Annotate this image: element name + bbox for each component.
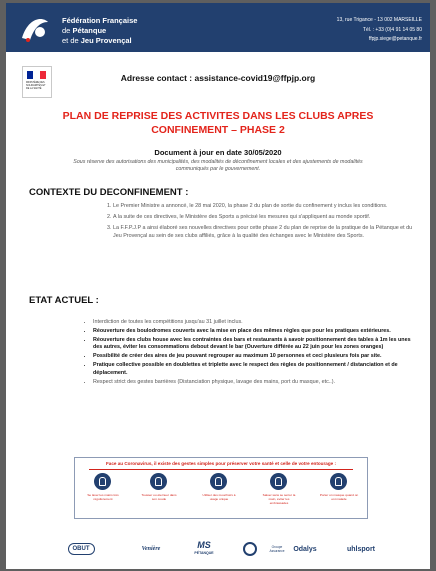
document-page <box>6 3 430 569</box>
gestes-title: Face au Coronavirus, il existe des gestes simples pour préserver votre santé et celle de votre entourage : <box>105 461 337 466</box>
wash-hands-icon <box>94 473 111 490</box>
federation-name: Fédération Française de Pétanque et de Jeu Provençal <box>62 16 138 45</box>
list-item: • Possibilité de créer des aires de jeu pouvant regrouper au maximum 10 personnes et ceci plusieurs fois par site. <box>93 353 421 361</box>
reserve-note: Sous réserve des autorisations des municipalités, des modalités de déconfinement locales et des ajustements de modalités communiqués par le gouvernement. <box>73 159 363 172</box>
list-item: • Réouverture des boulodromes couverts avec la mise en place des mêmes règles que pour les pratiques extérieures. <box>93 328 421 336</box>
veniere-logo: Venière <box>141 546 161 552</box>
ms-petanque-logo: MS PÉTANQUE <box>194 540 214 555</box>
list-item: • Réouverture des clubs house avec les contraintes des bars et restaurants à savoir positionnement des tables à 1m les unes des autres, éviter les consommations debout devant le bar (Ouverture différée au 22 juin pour les zones oranges) <box>93 337 421 353</box>
tissue-icon <box>210 473 227 490</box>
contexte-list <box>100 202 419 243</box>
list-item: 1. Le Premier Ministre a annoncé, le 28 mai 2020, la phase 2 du plan de sortie du confinement y inclus les conditions. <box>113 202 419 210</box>
divider <box>89 469 353 470</box>
list-item: • Pratique collective possible en doublettes et triplette avec le respect des règles de positionnement / distanciation et de déplacement. <box>93 362 421 378</box>
list-item: • Respect strict des gestes barrières (Distanciation physique, lavage des mains, port du masque, etc..). <box>93 379 421 387</box>
uhlsport-logo: uhlsport <box>347 545 375 553</box>
obut-logo: OBUT <box>64 536 98 562</box>
gestes-barrieres-box: Face au Coronavirus, il existe des gestes simples pour préserver votre santé et celle de votre entourage : Se laver les mains très régulièrement Tousser ou éternuer dans son coude Utiliser des mouchoirs à usage unique Saluer sans se serrer la main, éviter les embrassades Porter un masque quand on est malade <box>74 457 368 519</box>
mask-icon <box>330 473 347 490</box>
group-logo-icon <box>237 536 263 562</box>
list-item: • Interdiction de toutes les compétitions jusqu'au 31 juillet inclus. <box>93 319 421 327</box>
update-date: Document à jour en date 30/05/2020 <box>154 148 282 157</box>
sponsor-bar <box>6 536 430 562</box>
etat-heading: ETAT ACTUEL : <box>29 295 99 306</box>
ffpjp-logo-icon <box>18 12 52 44</box>
header-phone: Tél. : +33 (0)4 91 14 05 80 <box>362 26 422 33</box>
document-title: PLAN DE REPRISE DES ACTIVITES DANS LES CLUBS APRES CONFINEMENT – PHASE 2 <box>62 110 374 136</box>
header-contact <box>337 16 422 45</box>
cough-elbow-icon <box>150 473 167 490</box>
group-assurance-logo: Groupe Assurance <box>269 545 285 553</box>
list-item: 2. A la suite de ces directives, le Ministère des Sports a précisé les mesures qui s'appliquent au monde sportif. <box>113 213 419 221</box>
list-item: 3. La F.F.P.J.P a ainsi élaboré ses nouvelles directives pour cette phase 2 du plan de reprise de la pratique de la Pétanque et du Jeu Provençal au sein de ses clubs affiliés, grâce à la qualité des échanges avec le Ministère des Sports. <box>113 224 419 240</box>
government-logo: MINISTÈRE DES SOLIDARITÉS ET DE LA SANTÉ <box>22 66 52 98</box>
etat-list <box>84 319 421 387</box>
header-email[interactable]: ffpjp.siege@petanque.fr <box>368 36 422 42</box>
header-band <box>6 3 430 52</box>
contact-line: Adresse contact : assistance-covid19@ffpjp.org <box>120 73 316 83</box>
contexte-heading: CONTEXTE DU DECONFINEMENT : <box>29 187 189 198</box>
no-handshake-icon <box>270 473 287 490</box>
header-address: 13, rue Trigance - 13 002 MARSEILLE <box>336 17 422 23</box>
odalys-logo: Odalys <box>293 545 317 553</box>
